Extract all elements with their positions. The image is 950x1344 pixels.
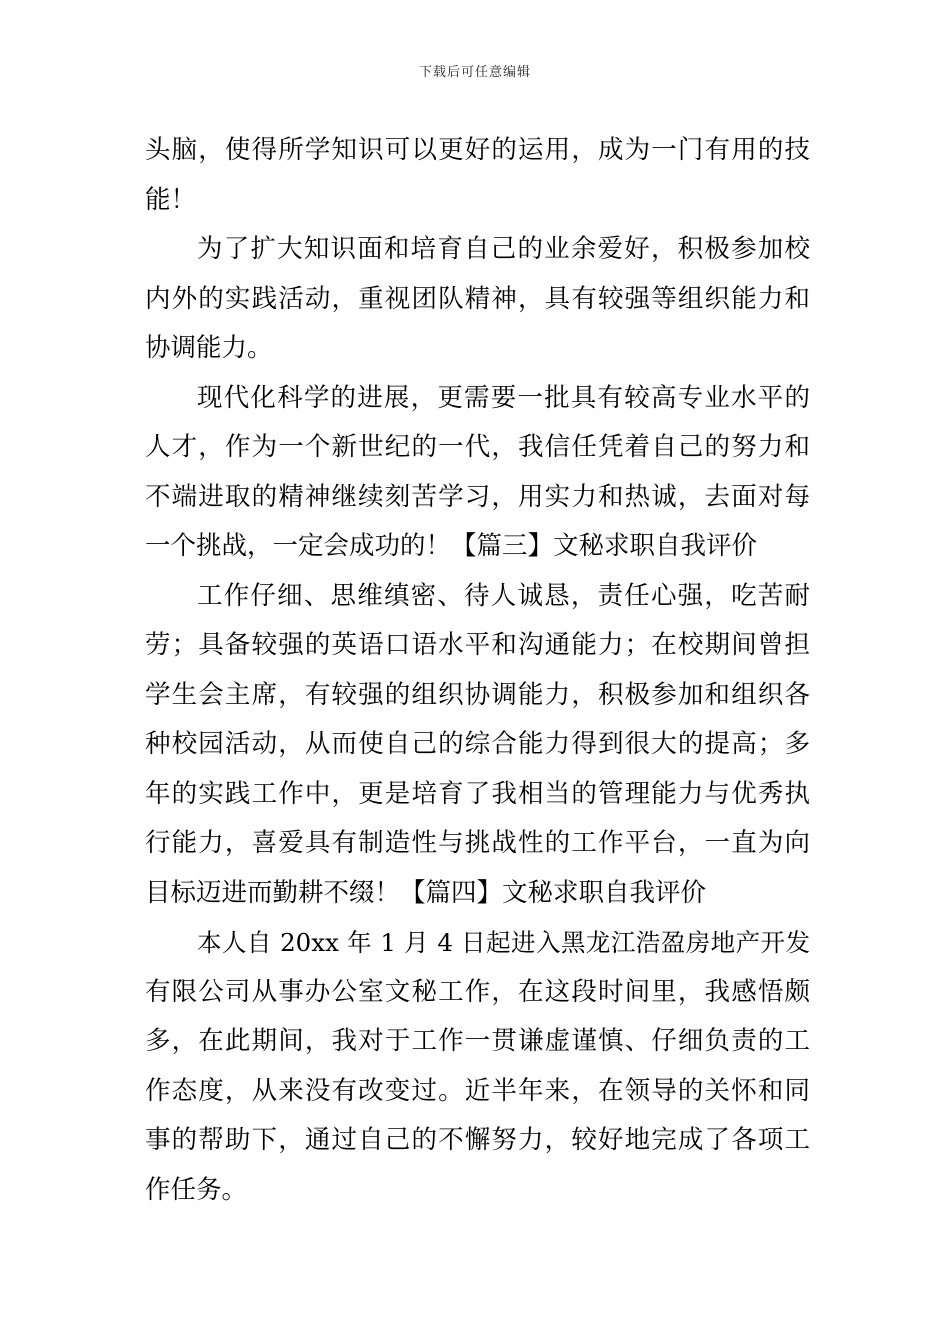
- text-line: 一个挑战，一定会成功的！【篇三】文秘求职自我评价: [145, 531, 758, 561]
- text-line: 工作仔细、思维缜密、待人诚恳，责任心强，吃苦耐: [197, 580, 810, 611]
- text-line: 作态度，从来没有改变过。近半年来，在领导的关怀和同: [145, 1075, 810, 1106]
- text-line: 能！: [145, 184, 197, 215]
- text-line: 目标迈进而勤耕不缀！【篇四】文秘求职自我评价: [145, 877, 707, 908]
- text-line: 劳；具备较强的英语口语水平和沟通能力；在校期间曾担: [145, 630, 810, 660]
- text-line: 作任务。: [145, 1174, 248, 1205]
- text-line: 现代化科学的进展，更需要一批具有较高专业水平的: [197, 382, 810, 413]
- text-line: 头脑，使得所学知识可以更好的运用，成为一门有用的技: [145, 135, 810, 165]
- text-line: 内外的实践活动，重视团队精神，具有较强等组织能力和: [145, 283, 810, 314]
- text-line: 学生会主席，有较强的组织协调能力，积极参加和组织各: [145, 679, 810, 710]
- text-line: 为了扩大知识面和培育自己的业余爱好，积极参加校: [197, 234, 810, 264]
- page-header: 下载后可任意编辑: [418, 65, 531, 80]
- text-line: 年的实践工作中，更是培育了我相当的管理能力与优秀执: [145, 778, 810, 809]
- document-body: [145, 126, 810, 1215]
- text-line: 行能力，喜爱具有制造性与挑战性的工作平台，一直为向: [145, 828, 810, 858]
- text-line: 不端进取的精神继续刻苦学习，用实力和热诚，去面对每: [145, 481, 810, 512]
- text-line: 本人自 20xx 年 1 月 4 日起进入黑龙江浩盈房地产开发: [197, 928, 810, 957]
- text-line: 协调能力。: [145, 333, 273, 363]
- text-line: 人才，作为一个新世纪的一代，我信任凭着自己的努力和: [145, 432, 810, 462]
- text-line: 种校园活动，从而使自己的综合能力得到很大的提高；多: [145, 729, 810, 759]
- text-line: 多，在此期间，我对于工作一贯谦虚谨慎、仔细负责的工: [145, 1026, 810, 1056]
- text-line: 事的帮助下，通过自己的不懈努力，较好地完成了各项工: [145, 1125, 810, 1155]
- text-line: 有限公司从事办公室文秘工作，在这段时间里，我感悟颇: [145, 976, 810, 1007]
